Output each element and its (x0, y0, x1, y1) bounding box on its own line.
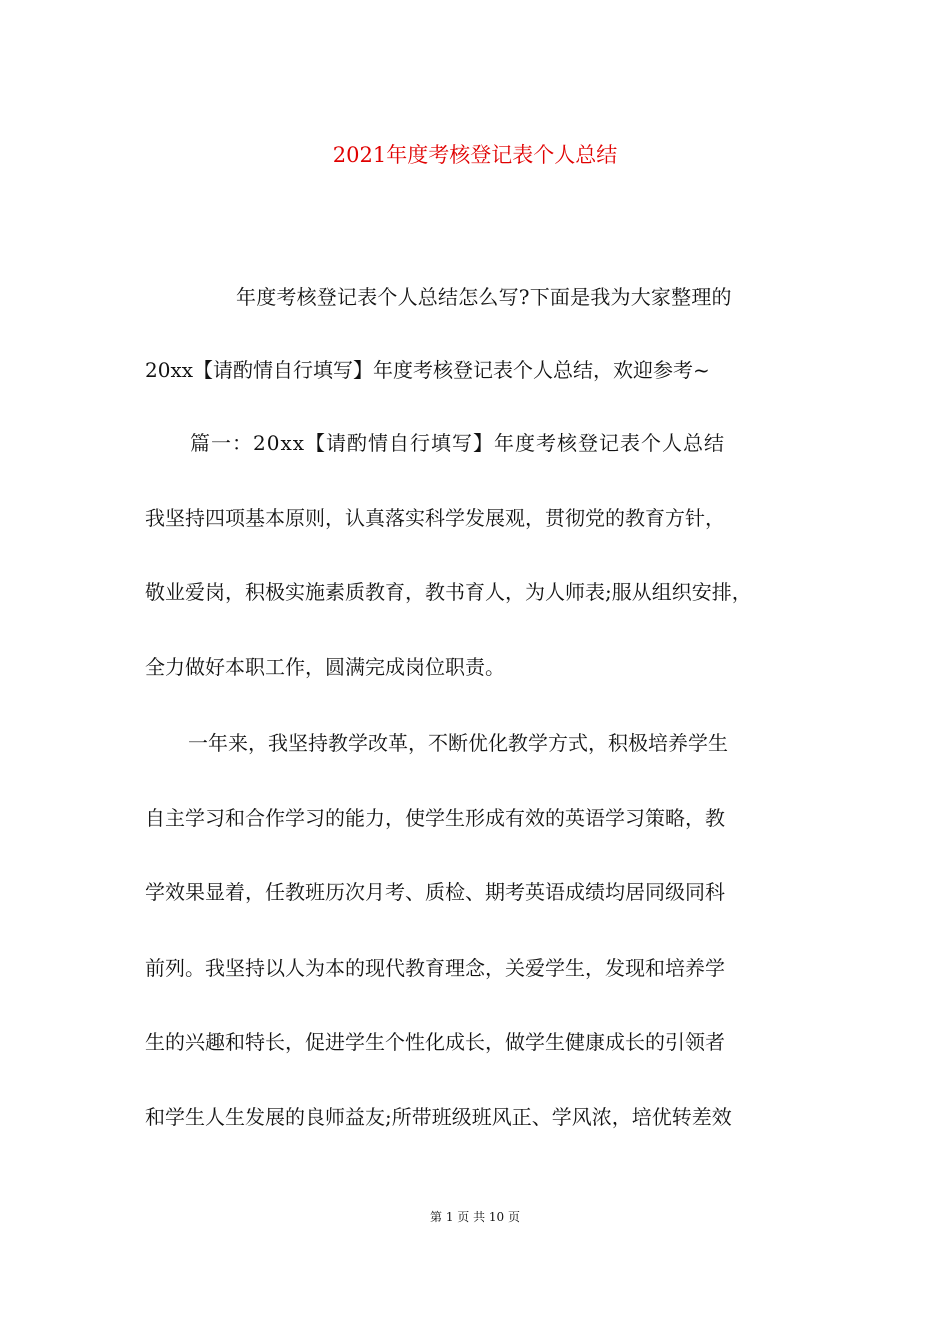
body-line-5: 敬业爱岗，积极实施素质教育，教书育人，为人师表;服从组织安排， (145, 580, 752, 604)
body-line-8: 自主学习和合作学习的能力，使学生形成有效的英语学习策略，教 (145, 806, 725, 830)
body-line-2: 20xx【请酌情自行填写】年度考核登记表个人总结，欢迎参考~ (145, 358, 710, 382)
body-line-10: 前列。我坚持以人为本的现代教育理念，关爱学生，发现和培养学 (145, 956, 725, 980)
body-line-6: 全力做好本职工作，圆满完成岗位职责。 (145, 655, 505, 679)
body-line-9: 学效果显着，任教班历次月考、质检、期考英语成绩均居同级同科 (145, 880, 725, 904)
document-title: 2021年度考核登记表个人总结 (332, 143, 618, 167)
page-footer: 第 1 页 共 10 页 (430, 1210, 520, 1224)
body-line-1: 年度考核登记表个人总结怎么写?下面是我为大家整理的 (236, 285, 732, 309)
body-line-4: 我坚持四项基本原则，认真落实科学发展观，贯彻党的教育方针， (145, 506, 725, 530)
body-line-7: 一年来，我坚持教学改革，不断优化教学方式，积极培养学生 (188, 731, 728, 755)
body-line-12: 和学生人生发展的良师益友;所带班级班风正、学风浓，培优转差效 (145, 1105, 732, 1129)
body-line-11: 生的兴趣和特长，促进学生个性化成长，做学生健康成长的引领者 (145, 1030, 725, 1054)
body-line-3: 篇一：20xx【请酌情自行填写】年度考核登记表个人总结 (190, 431, 726, 455)
